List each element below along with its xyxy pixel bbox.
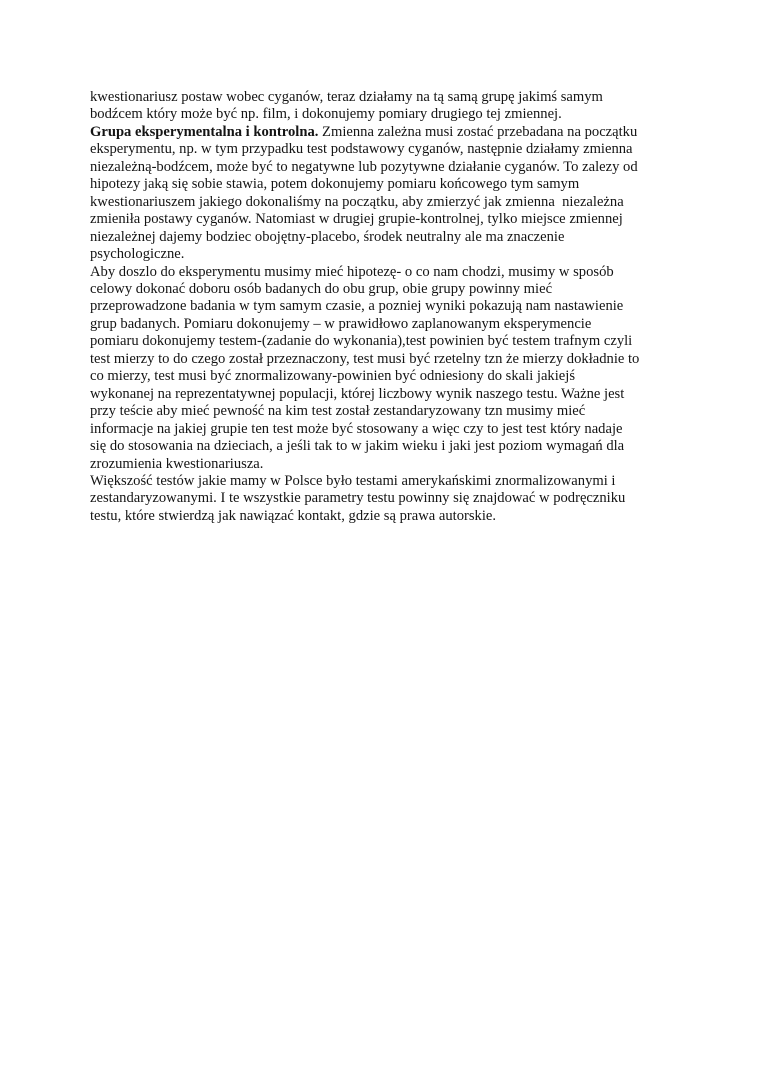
text-segment: się do stosowania na dzieciach, a jeśli tak to w jakim wieku i jaki jest poziom wymagań dla — [90, 438, 625, 455]
text-segment: przy teście aby mieć pewność na kim test został zestandaryzowany tzn musimy mieć — [90, 403, 586, 420]
text-line — [90, 508, 690, 525]
text-line — [90, 438, 690, 455]
text-line — [90, 89, 690, 106]
text-segment: Większość testów jakie mamy w Polsce było testami amerykańskimi znormalizowanymi i — [90, 472, 616, 489]
text-line — [90, 246, 690, 263]
text-line — [90, 281, 690, 298]
text-line — [90, 124, 690, 141]
text-line — [90, 490, 690, 507]
text-line — [90, 141, 690, 158]
text-line — [90, 368, 690, 385]
text-segment: niezależną-bodźcem, może być to negatywne lub pozytywne działanie cyganów. To zalezy od — [90, 158, 638, 175]
text-segment: informacje na jakiej grupie ten test może być stosowany a więc czy to jest test który nadaje — [90, 420, 623, 437]
text-line — [90, 316, 690, 333]
bold-lead-text: Grupa eksperymentalna i kontrolna. — [90, 123, 319, 140]
text-segment: eksperymentu, np. w tym przypadku test podstawowy cyganów, następnie działamy zmienna — [90, 141, 633, 158]
text-line — [90, 456, 690, 473]
text-line — [90, 106, 690, 123]
text-segment: wykonanej na reprezentatywnej populacji, której liczbowy wynik naszego testu. Ważne jest — [90, 385, 625, 402]
text-line — [90, 421, 690, 438]
text-line — [90, 159, 690, 176]
text-segment: testu, które stwierdzą jak nawiązać kontakt, gdzie są prawa autorskie. — [90, 507, 497, 524]
text-line — [90, 298, 690, 315]
text-segment: zestandaryzowanymi. I te wszystkie parametry testu powinny się znajdować w podręczniku — [90, 490, 626, 507]
text-segment: niezależnej dajemy bodziec obojętny-placebo, środek neutralny ale ma znaczenie — [90, 228, 565, 245]
text-segment: test mierzy to do czego został przeznaczony, test musi być rzetelny tzn że mierzy dokładnie to — [90, 350, 640, 367]
text-line — [90, 211, 690, 228]
text-segment: hipotezy jaką się sobie stawia, potem dokonujemy pomiaru końcowego tym samym — [90, 176, 580, 193]
text-segment: Aby doszlo do eksperymentu musimy mieć hipotezę- o co nam chodzi, musimy w sposób — [90, 263, 614, 280]
text-line — [90, 351, 690, 368]
text-line — [90, 264, 690, 281]
text-segment: kwestionariusz postaw wobec cyganów, teraz działamy na tą samą grupę jakimś samym — [90, 89, 603, 105]
text-segment: zmieniła postawy cyganów. Natomiast w drugiej grupie-kontrolnej, tylko miejsce zmiennej — [90, 211, 623, 228]
text-segment: co mierzy, test musi być znormalizowany-powinien być odniesiony do skali jakiejś — [90, 368, 575, 385]
text-segment: zrozumienia kwestionariusza. — [90, 455, 264, 472]
text-line — [90, 333, 690, 350]
text-segment: celowy dokonać doboru osób badanych do obu grup, obie grupy powinny mieć — [90, 280, 553, 297]
text-line — [90, 403, 690, 420]
text-line — [90, 229, 690, 246]
text-line — [90, 194, 690, 211]
text-segment: bodźcem który może być np. film, i dokonujemy pomiary drugiego tej zmiennej. — [90, 106, 562, 123]
text-segment: pomiaru dokonujemy testem-(zadanie do wykonania),test powinien być testem trafnym czyli — [90, 333, 633, 350]
text-segment: przeprowadzone badania w tym samym czasie, a pozniej wyniki pokazują nam nastawienie — [90, 298, 624, 315]
text-line — [90, 386, 690, 403]
document-text — [90, 89, 690, 525]
text-segment: grup badanych. Pomiaru dokonujemy – w prawidłowo zaplanowanym eksperymencie — [90, 315, 592, 332]
text-segment: psychologiczne. — [90, 246, 185, 263]
text-segment: Zmienna zależna musi zostać przebadana na początku — [318, 123, 638, 140]
text-line — [90, 176, 690, 193]
text-line — [90, 473, 690, 490]
text-segment: kwestionariuszem jakiego dokonaliśmy na początku, aby zmierzyć jak zmienna niezależna — [90, 193, 624, 210]
